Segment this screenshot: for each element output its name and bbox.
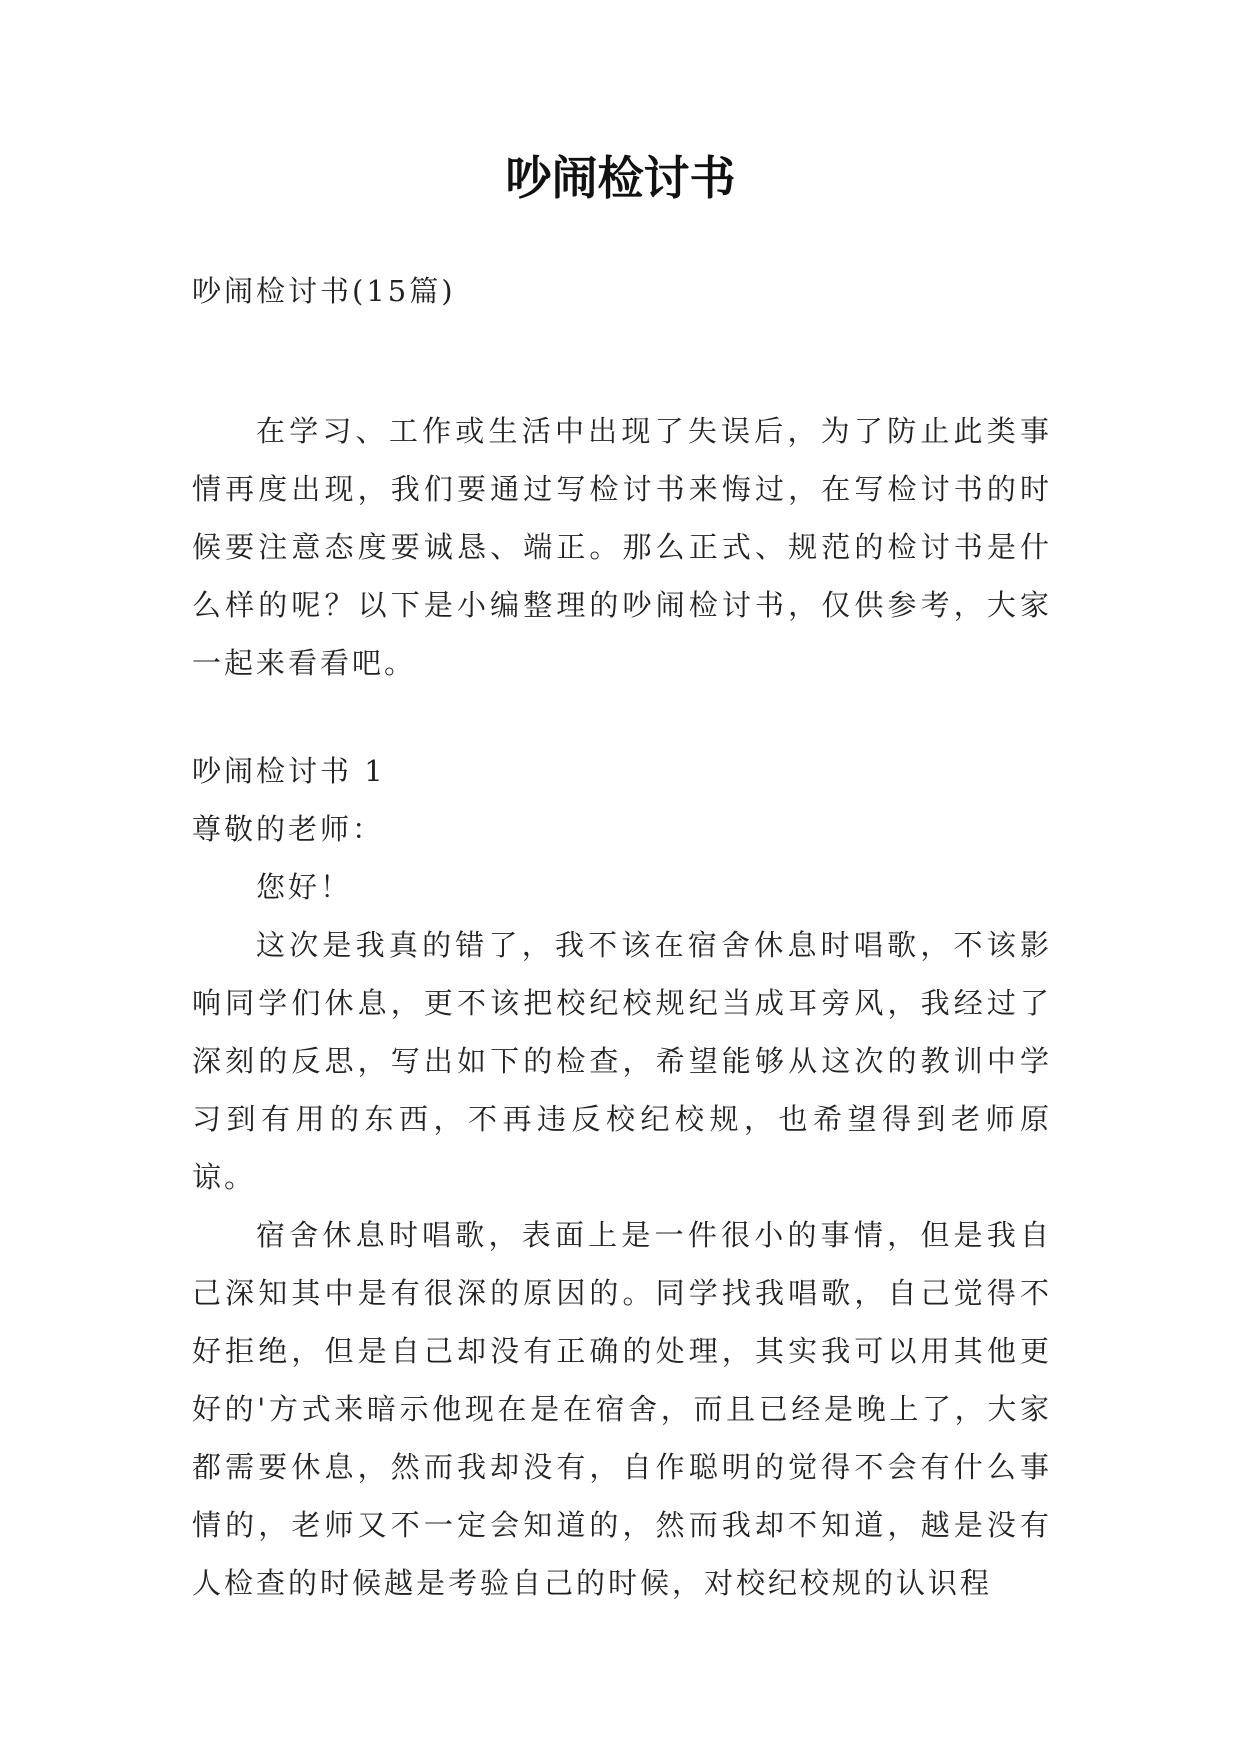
intro-paragraph: 在学习、工作或生活中出现了失误后，为了防止此类事情再度出现，我们要通过写检讨书来悔过，在写检讨书的时候要注意态度要诚恳、端正。那么正式、规范的检讨书是什么样的呢？以下是小编整理的吵闹检讨书，仅供参考，大家一起来看看吧。 xyxy=(192,414,1052,680)
document-subtitle: 吵闹检讨书(15篇) xyxy=(192,274,456,308)
letter-section xyxy=(192,742,1052,1612)
document-title: 吵闹检讨书 xyxy=(505,151,736,205)
section-heading: 吵闹检讨书 1 xyxy=(192,754,386,788)
body-paragraph-1: 这次是我真的错了，我不该在宿舍休息时唱歌，不该影响同学们休息，更不该把校纪校规纪当成耳旁风，我经过了深刻的反思，写出如下的检查，希望能够从这次的教训中学习到有用的东西，不再违反校纪校规，也希望得到老师原谅。 xyxy=(192,928,1052,1194)
body-paragraph-2: 宿舍休息时唱歌，表面上是一件很小的事情，但是我自己深知其中是有很深的原因的。同学找我唱歌，自己觉得不好拒绝，但是自己却没有正确的处理，其实我可以用其他更好的'方式来暗示他现在是在宿舍，而且已经是晚上了，大家都需要休息，然而我却没有，自作聪明的觉得不会有什么事情的，老师又不一定会知道的，然而我却不知道，越是没有人检查的时候越是考验自己的时候，对校纪校规的认识程 xyxy=(192,1218,1052,1600)
intro-section xyxy=(192,402,1052,692)
greeting: 您好！ xyxy=(256,870,353,904)
salutation: 尊敬的老师： xyxy=(192,812,385,846)
